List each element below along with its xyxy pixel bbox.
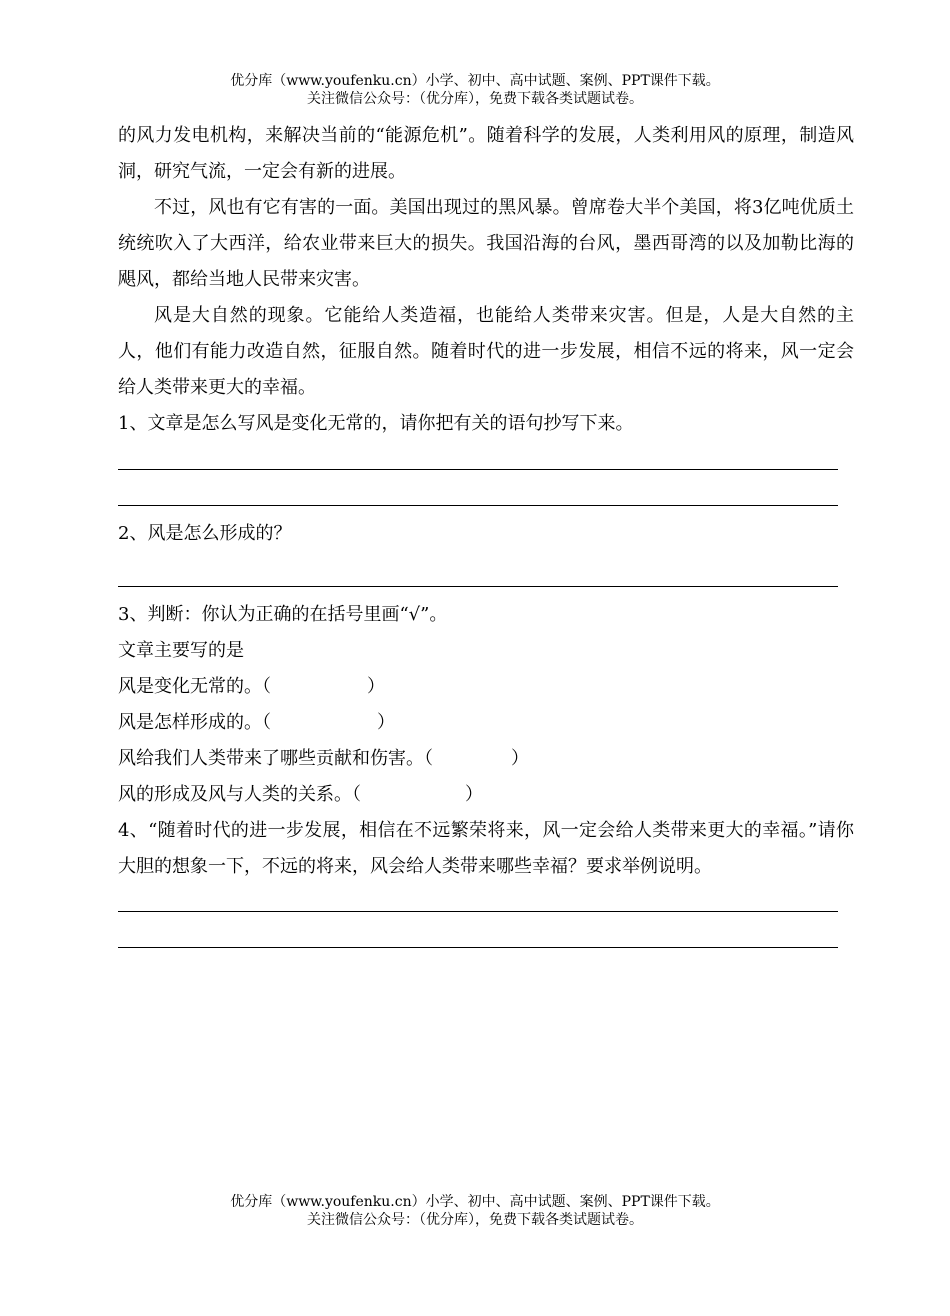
header-line-2: 关注微信公众号：（优分库），免费下载各类试题试卷。 bbox=[307, 91, 643, 107]
question-1: 1、文章是怎么写风是变化无常的，请你把有关的语句抄写下来。 bbox=[118, 413, 634, 434]
judgment-option-4 bbox=[118, 777, 854, 813]
judgment-option-2 bbox=[118, 705, 854, 741]
page-header bbox=[0, 72, 950, 108]
question-2: 2、风是怎么形成的？ bbox=[118, 523, 292, 544]
option-text: 风的形成及风与人类的关系。（ bbox=[118, 784, 361, 805]
close-paren: ） bbox=[367, 676, 385, 697]
close-paren: ） bbox=[465, 784, 483, 805]
footer-line-1: 优分库（www.youfenku.cn）小学、初中、高中试题、案例、PPT课件下载。 bbox=[230, 1194, 720, 1210]
question-3-intro: 文章主要写的是 bbox=[118, 640, 244, 661]
option-text: 风给我们人类带来了哪些贡献和伤害。（ bbox=[118, 748, 433, 769]
judgment-option-3 bbox=[118, 741, 854, 777]
passage-paragraph-3: 风是大自然的现象。它能给人类造福，也能给人类带来灾害。但是，人是大自然的主人，他们有能力改造自然，征服自然。随着时代的进一步发展，相信不远的将来，风一定会给人类带来更大的幸福。 bbox=[118, 305, 854, 398]
question-3: 3、判断：你认为正确的在括号里画“√”。 bbox=[118, 604, 448, 625]
answer-line[interactable] bbox=[118, 947, 838, 948]
close-paren: ） bbox=[377, 712, 395, 733]
judgment-option-1 bbox=[118, 669, 854, 705]
option-text: 风是变化无常的。（ bbox=[118, 676, 271, 697]
header-line-1: 优分库（www.youfenku.cn）小学、初中、高中试题、案例、PPT课件下载。 bbox=[230, 73, 720, 89]
passage-paragraph-1: 的风力发电机构，来解决当前的“能源危机”。随着科学的发展，人类利用风的原理，制造风洞，研究气流，一定会有新的进展。 bbox=[118, 125, 854, 182]
footer-line-2: 关注微信公众号：（优分库），免费下载各类试题试卷。 bbox=[307, 1212, 643, 1228]
document-body bbox=[118, 118, 854, 948]
option-text: 风是怎样形成的。（ bbox=[118, 712, 271, 733]
passage-paragraph-2: 不过，风也有它有害的一面。美国出现过的黑风暴。曾席卷大半个美国，将3亿吨优质土统统吹入了大西洋，给农业带来巨大的损失。我国沿海的台风，墨西哥湾的以及加勒比海的飓风，都给当地人民带来灾害。 bbox=[118, 197, 854, 290]
question-4: 4、“随着时代的进一步发展，相信在不远繁荣将来，风一定会给人类带来更大的幸福。”请你大胆的想象一下，不远的将来，风会给人类带来哪些幸福？要求举例说明。 bbox=[118, 820, 854, 877]
close-paren: ） bbox=[511, 748, 529, 769]
page-footer bbox=[0, 1193, 950, 1229]
